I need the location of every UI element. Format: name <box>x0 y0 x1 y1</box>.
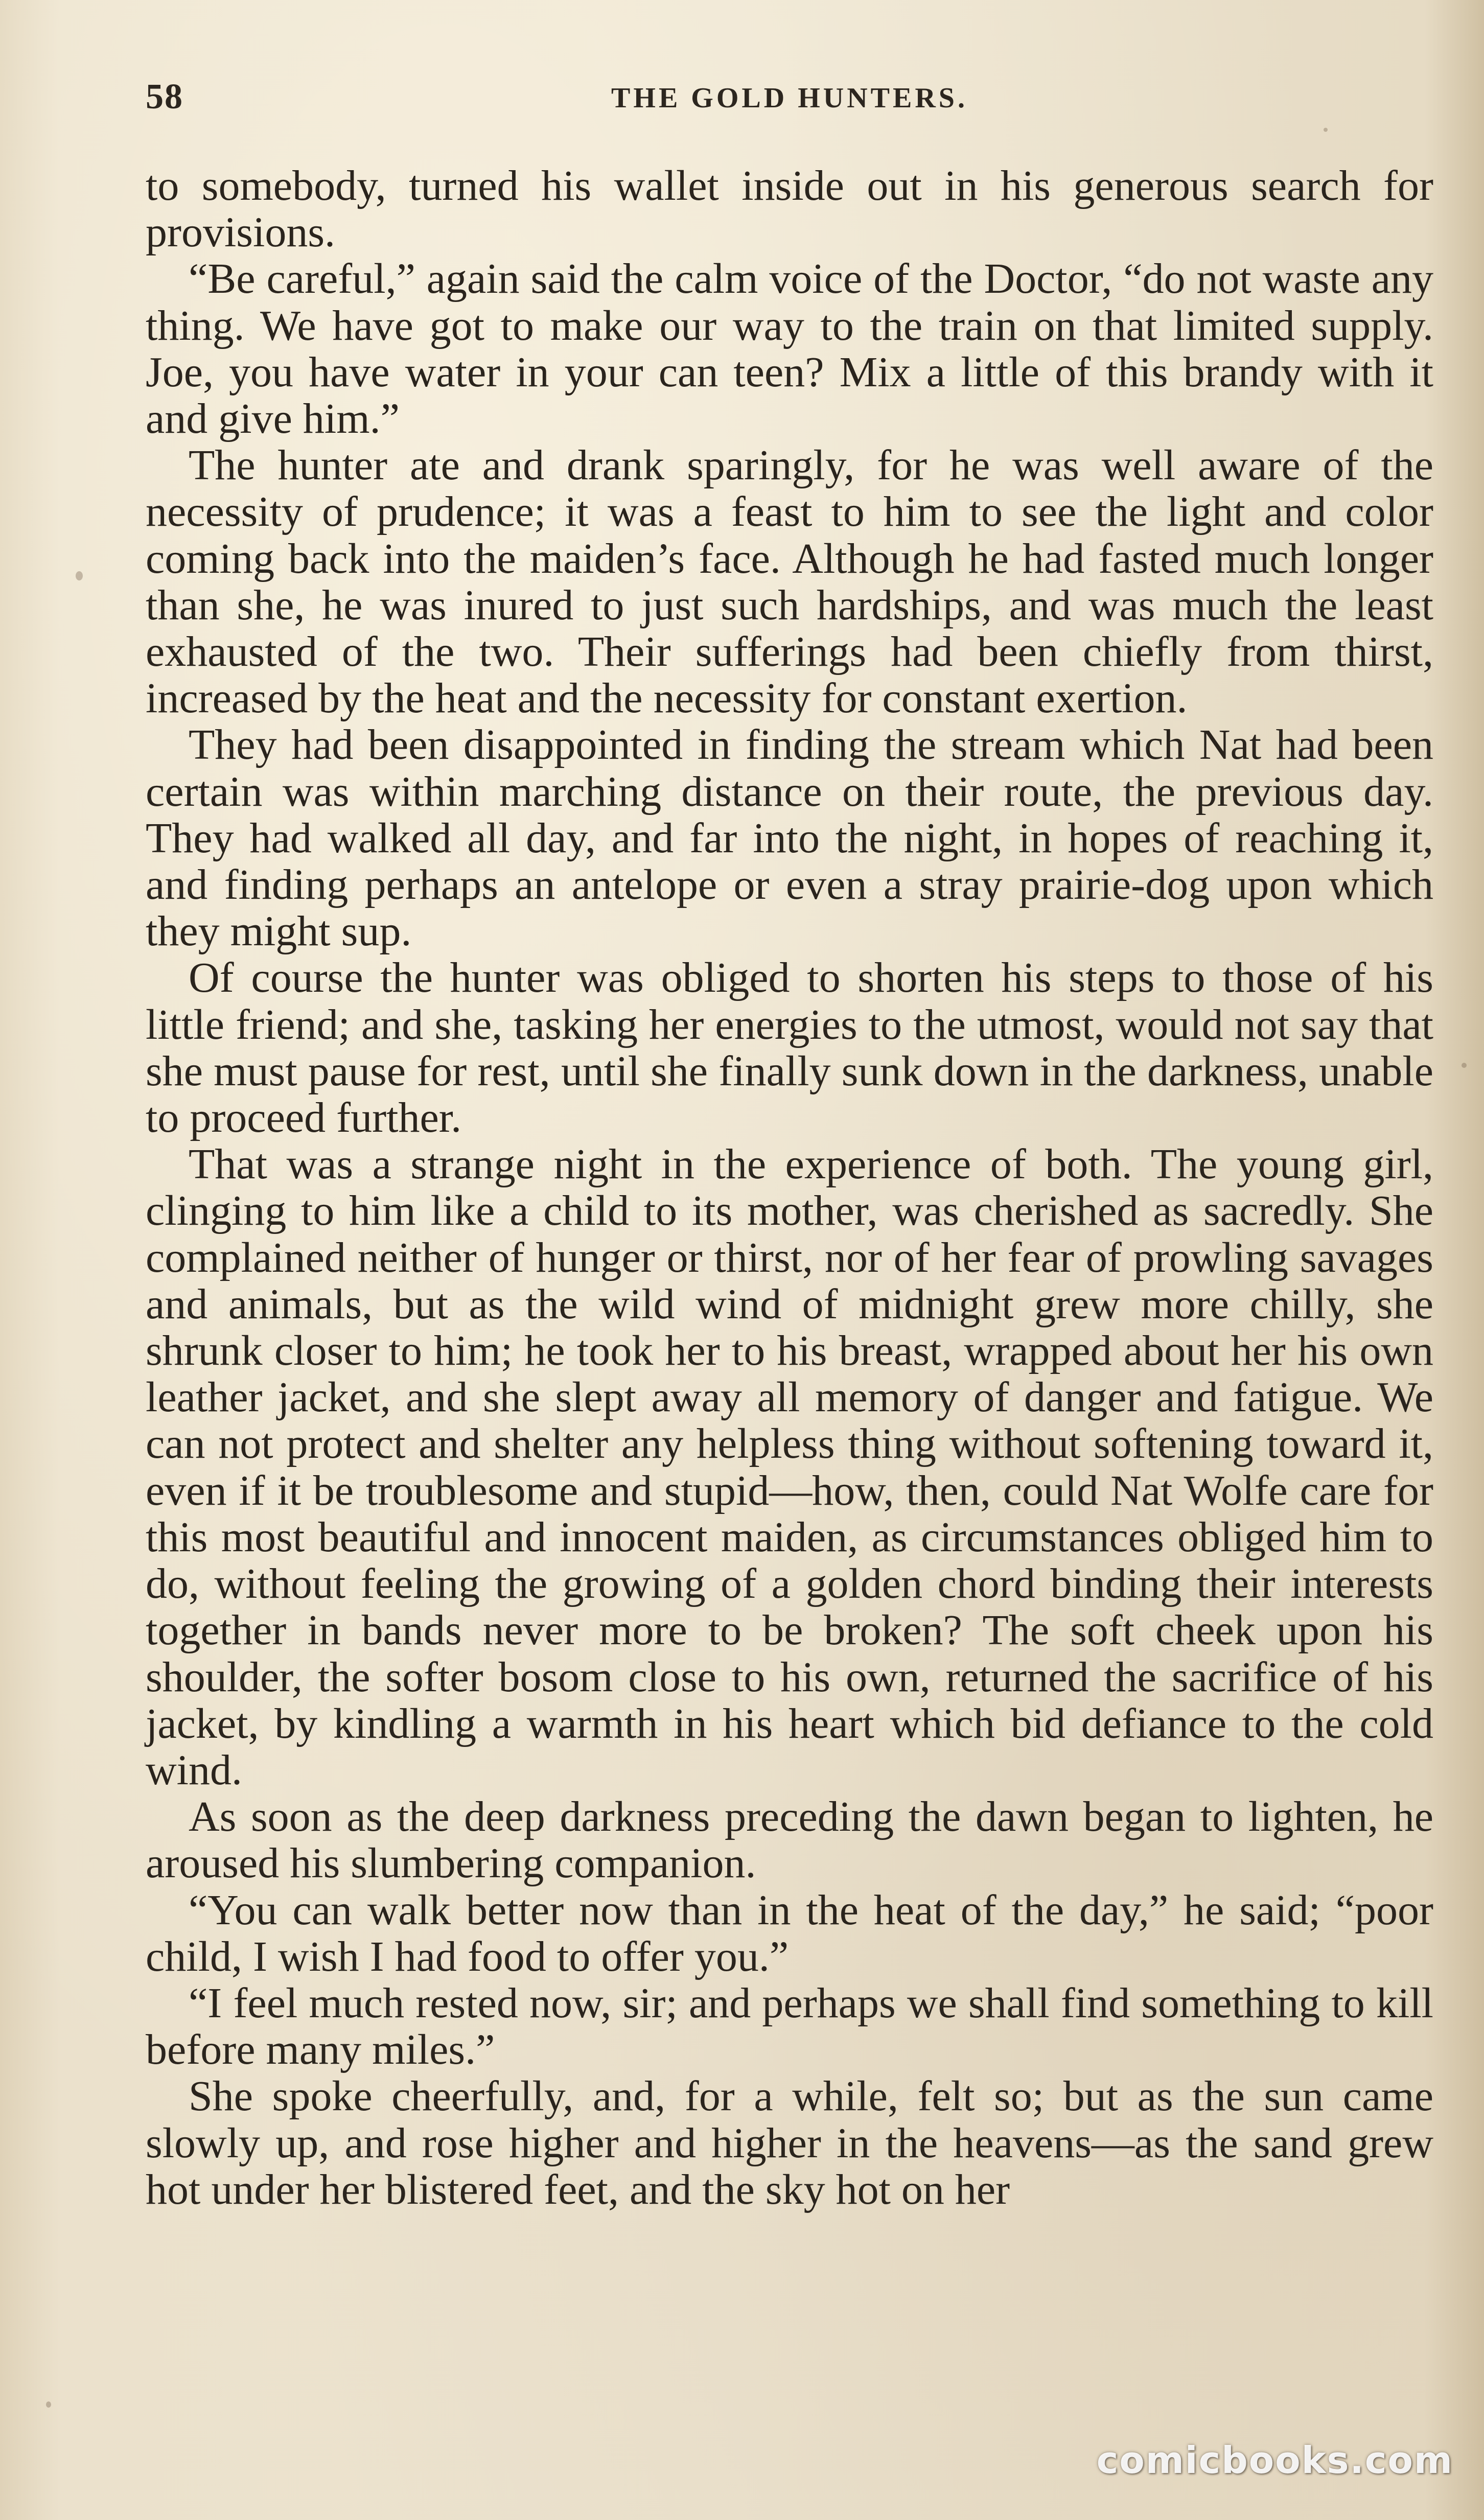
paragraph: As soon as the deep darkness preceding the dawn began to lighten, he aroused his slumbering companion. <box>146 1793 1433 1887</box>
paragraph: “You can walk better now than in the heat of the day,” he said; “poor child, I wish I had food to offer you.” <box>146 1886 1433 1980</box>
paragraph: That was a strange night in the experience of both. The young girl, clinging to him like a child to its mother, was cherished as sacredly. She complained neither of hunger or thirst, nor of her fear of prowling savages and animals, but as the wild wind of midnight grew more chilly, she shrunk closer to him; he took her to his breast, wrapped about her his own leather jacket, and she slept away all memory of danger and fatigue. We can not protect and shelter any helpless thing without softening toward it, even if it be troublesome and stupid—how, then, could Nat Wolfe care for this most beautiful and innocent maiden, as circumstances obliged him to do, without feeling the growing of a golden chord binding their interests together in bands never more to be broken? The soft cheek upon his shoulder, the softer bosom close to his own, returned the sacrifice of his jacket, by kindling a warmth in his heart which bid defiance to the cold wind. <box>146 1140 1433 1794</box>
body-text <box>146 162 1433 2213</box>
watermark: comicbooks.com <box>1096 2439 1453 2482</box>
paragraph: Of course the hunter was obliged to shorten his steps to those of his little friend; and she, tasking her energies to the utmost, would not say that she must pause for rest, until she finally sunk down in the darkness, unable to proceed further. <box>146 954 1433 1142</box>
paper-speck <box>76 571 83 580</box>
paragraph: They had been disappointed in finding the stream which Nat had been certain was within marching distance on their route, the previous day. They had walked all day, and far into the night, in hopes of reaching it, and finding perhaps an antelope or even a stray prairie-dog upon which they might sup. <box>146 721 1433 955</box>
page-header <box>146 77 1433 118</box>
paragraph: The hunter ate and drank sparingly, for he was well aware of the necessity of prudence; it was a feast to him to see the light and color coming back into the maiden’s face. Although he had fasted much longer than she, he was inured to just such hardships, and was much the least exhausted of the two. Their sufferings had been chiefly from thirst, increased by the heat and the necessity for constant exertion. <box>146 441 1433 722</box>
page-number: 58 <box>146 77 183 116</box>
running-head: THE GOLD HUNTERS. <box>611 82 968 114</box>
paper-speck <box>1462 1063 1467 1068</box>
paper-speck <box>46 2401 51 2408</box>
paragraph: “I feel much rested now, sir; and perhaps we shall find something to kill before many miles.” <box>146 1979 1433 2074</box>
paper-speck <box>1324 128 1328 132</box>
paragraph: to somebody, turned his wallet inside out in his generous search for provisions. <box>146 162 1433 256</box>
paragraph: She spoke cheerfully, and, for a while, felt so; but as the sun came slowly up, and rose higher and higher in the heavens—as the sand grew hot under her blistered feet, and the sky hot on her <box>146 2072 1433 2213</box>
paragraph: “Be careful,” again said the calm voice of the Doctor, “do not waste any thing. We have got to make our way to the train on that limited supply. Joe, you have water in your can teen? Mix a little of this brandy with it and give him.” <box>146 255 1433 443</box>
